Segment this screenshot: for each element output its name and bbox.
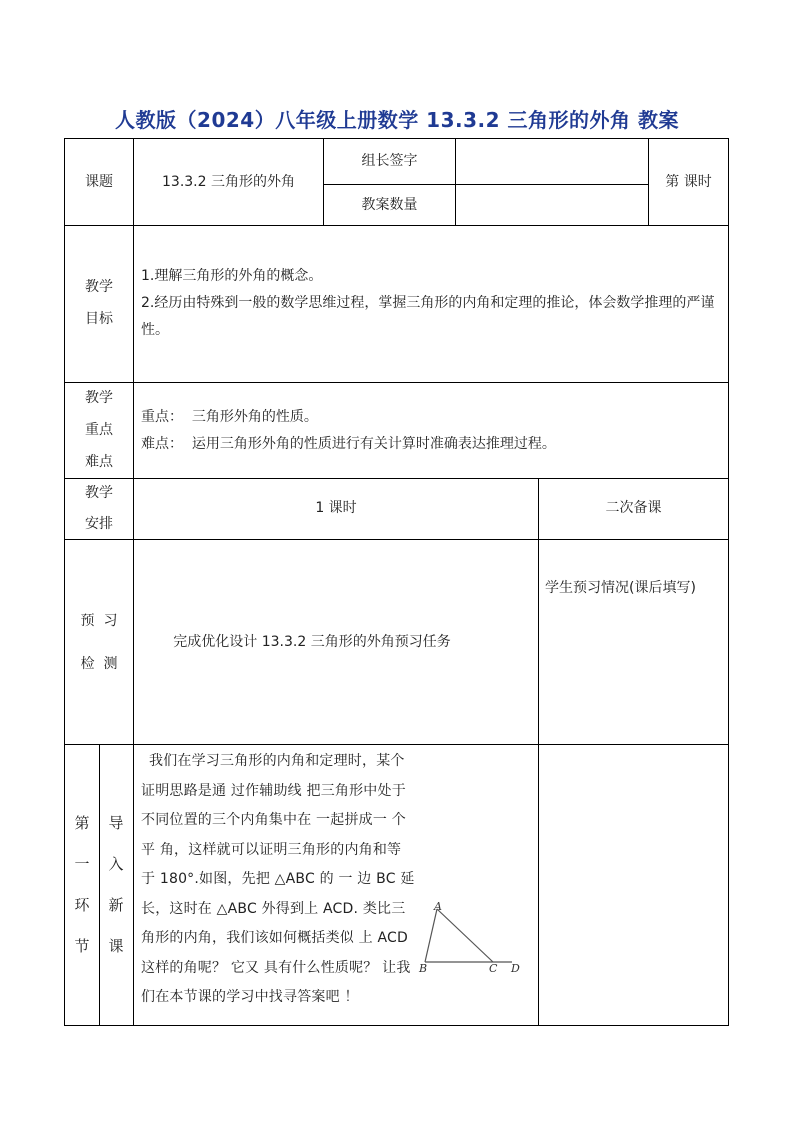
leader-signature-label: 组长签字 [361, 153, 418, 169]
stage-char-2: 一 [74, 855, 90, 873]
topic-value: 13.3.2 三角形的外角 [162, 174, 295, 190]
keypoints-label-2: 重点 [85, 422, 113, 438]
student-preview-status: 学生预习情况(课后填写) [545, 580, 696, 596]
vertex-label-d: D [511, 962, 520, 975]
stage-char-1: 第 [74, 814, 90, 832]
part-char-4: 课 [108, 937, 124, 955]
stage-char-3: 环 [74, 896, 90, 914]
difficult-point-text: 难点： 运用三角形外角的性质进行有关计算时准确表达推理过程。 [141, 436, 556, 452]
arrangement-label-2: 安排 [85, 516, 113, 532]
vertex-label-b: B [419, 962, 428, 975]
goals-label-1: 教学 [85, 279, 113, 295]
preview-label-1: 预 习 [80, 613, 118, 629]
arrangement-label-1: 教学 [85, 485, 113, 501]
part-char-3: 新 [108, 896, 124, 914]
lesson-number-label: 第 课时 [665, 174, 712, 190]
goal-item-1: 1.理解三角形的外角的概念。 [141, 268, 323, 284]
document-title: 人教版（2024）八年级上册数学 13.3.2 三角形的外角 教案 [115, 108, 679, 132]
intro-paragraph: 我们在学习三角形的内角和定理时，某个证明思路是通 过作辅助线 把三角形中处于不同位置的三个内角集中在 一起拼成一 个 平 角，这样就可以证明三角形的内角和等于 180°.如图，先把 △ABC 的 一 边 BC 延长，这时在 △ABC 外得到上 ACD. 类比三角形的内角，我们该如何概括类似 上 ACD 这样的角呢？ 它又 具有什么性质呢？ 让我们在本节课的学习中找寻答案吧 ！ [141, 753, 415, 1005]
second-prep-label: 二次备课 [605, 500, 662, 516]
part-char-2: 入 [108, 855, 124, 873]
keypoints-label-1: 教学 [85, 390, 113, 406]
preview-label-2: 检 测 [80, 656, 118, 672]
preview-task: 完成优化设计 13.3.2 三角形的外角预习任务 [173, 634, 451, 650]
key-point-text: 重点： 三角形外角的性质。 [141, 409, 318, 425]
plan-count-label: 教案数量 [361, 197, 418, 213]
stage-char-4: 节 [74, 937, 90, 955]
vertex-label-c: C [489, 962, 498, 975]
vertex-label-a: A [434, 900, 442, 913]
lesson-hours: 1 课时 [315, 500, 357, 516]
triangle-figure [412, 898, 528, 978]
topic-label: 课题 [85, 174, 113, 190]
part-char-1: 导 [108, 814, 124, 832]
keypoints-label-3: 难点 [85, 454, 113, 470]
goal-item-2: 2.经历由特殊到一般的数学思维过程，掌握三角形的内角和定理的推论，体会数学推理的严谨性。 [141, 295, 715, 338]
goals-label-2: 目标 [85, 311, 113, 327]
